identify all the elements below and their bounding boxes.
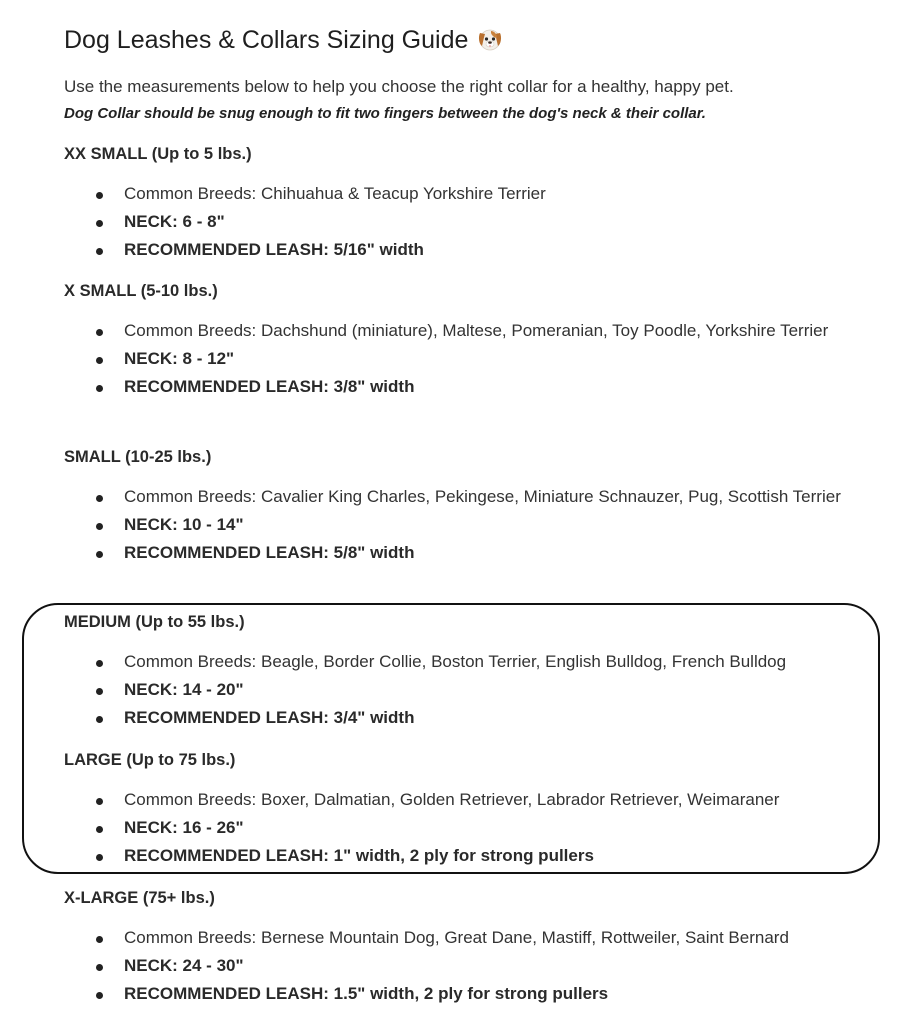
list-item-breeds: Common Breeds: Boxer, Dalmatian, Golden Retriever, Labrador Retriever, Weimaraner xyxy=(64,786,854,814)
list-item-breeds: Common Breeds: Chihuahua & Teacup Yorkshire Terrier xyxy=(64,180,854,208)
intro-text: Use the measurements below to help you choose the right collar for a healthy, happy pet. xyxy=(64,77,734,96)
size-list-xx-small xyxy=(64,180,854,264)
size-list-x-large xyxy=(64,924,854,1008)
title-text: Dog Leashes & Collars Sizing Guide xyxy=(64,26,469,54)
list-item-leash: RECOMMENDED LEASH: 3/4" width xyxy=(64,704,854,732)
collar-fit-note: Dog Collar should be snug enough to fit two fingers between the dog's neck & their collar. xyxy=(64,105,706,122)
size-heading-medium: MEDIUM (Up to 55 lbs.) xyxy=(64,613,245,631)
list-item-neck: NECK: 24 - 30" xyxy=(64,952,854,980)
list-item-leash: RECOMMENDED LEASH: 5/8" width xyxy=(64,539,854,567)
size-heading-large: LARGE (Up to 75 lbs.) xyxy=(64,751,236,769)
list-item-leash: RECOMMENDED LEASH: 5/16" width xyxy=(64,236,854,264)
size-list-medium xyxy=(64,648,854,732)
list-item-breeds: Common Breeds: Cavalier King Charles, Pekingese, Miniature Schnauzer, Pug, Scottish Terrier xyxy=(64,483,854,511)
size-heading-xx-small: XX SMALL (Up to 5 lbs.) xyxy=(64,145,252,163)
size-heading-x-large: X-LARGE (75+ lbs.) xyxy=(64,889,215,907)
list-item-neck: NECK: 16 - 26" xyxy=(64,814,854,842)
list-item-breeds: Common Breeds: Beagle, Border Collie, Boston Terrier, English Bulldog, French Bulldog xyxy=(64,648,854,676)
list-item-breeds: Common Breeds: Dachshund (miniature), Maltese, Pomeranian, Toy Poodle, Yorkshire Terrier xyxy=(64,317,854,345)
list-item-neck: NECK: 14 - 20" xyxy=(64,676,854,704)
list-item-breeds: Common Breeds: Bernese Mountain Dog, Great Dane, Mastiff, Rottweiler, Saint Bernard xyxy=(64,924,854,952)
page-title xyxy=(64,26,504,55)
list-item-neck: NECK: 10 - 14" xyxy=(64,511,854,539)
list-item-leash: RECOMMENDED LEASH: 3/8" width xyxy=(64,373,854,401)
size-list-x-small xyxy=(64,317,854,401)
size-list-large xyxy=(64,786,854,870)
list-item-leash: RECOMMENDED LEASH: 1.5" width, 2 ply for strong pullers xyxy=(64,980,854,1008)
list-item-leash: RECOMMENDED LEASH: 1" width, 2 ply for strong pullers xyxy=(64,842,854,870)
list-item-neck: NECK: 6 - 8" xyxy=(64,208,854,236)
list-item-neck: NECK: 8 - 12" xyxy=(64,345,854,373)
size-heading-x-small: X SMALL (5-10 lbs.) xyxy=(64,282,218,300)
dog-face-icon xyxy=(476,25,504,53)
size-heading-small: SMALL (10-25 lbs.) xyxy=(64,448,212,466)
size-list-small xyxy=(64,483,854,567)
